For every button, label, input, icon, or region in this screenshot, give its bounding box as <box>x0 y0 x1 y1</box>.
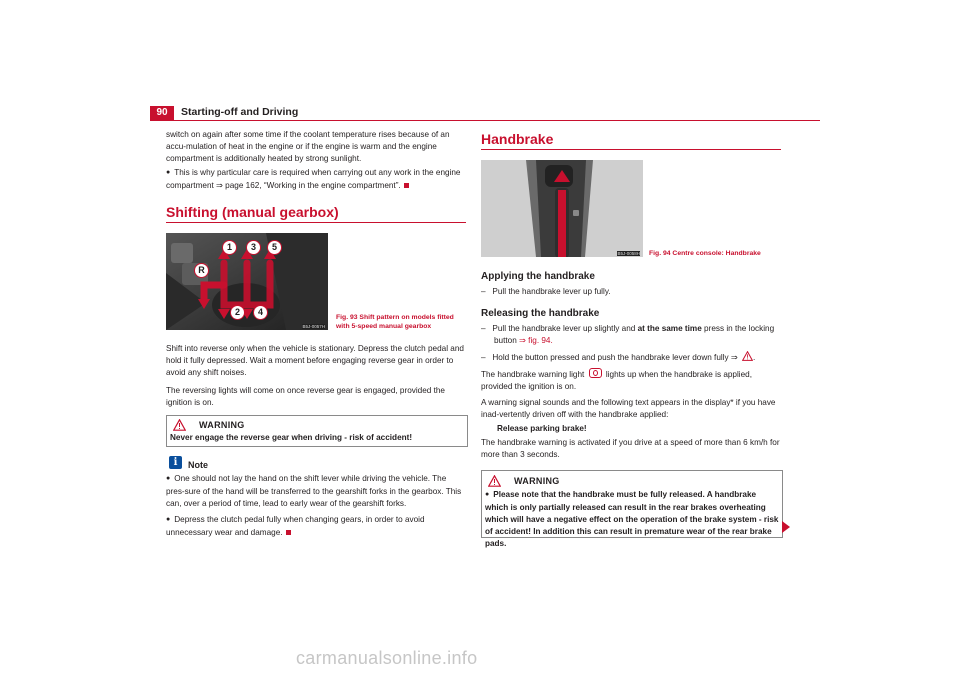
shifting-paragraph-2: The reversing lights will come on once reverse gear is engaged, provided the ignition is on. <box>166 386 445 407</box>
handbrake-illustration <box>481 160 643 257</box>
warning-triangle-icon <box>488 475 501 487</box>
figure-code: B5J-0057H <box>302 324 325 329</box>
subheading-releasing: Releasing the handbrake <box>481 308 600 319</box>
bullet-icon <box>166 168 174 177</box>
continue-arrow-icon <box>782 521 790 533</box>
applying-step <box>481 286 781 298</box>
applying-step-text: Pull the handbrake lever up fully. <box>492 287 611 296</box>
brake-warning-light-icon <box>589 368 602 378</box>
bullet-icon <box>166 515 174 524</box>
warning-box-handbrake <box>481 470 783 548</box>
intro-paragraph: switch on again after some time if the coolant temperature rises because of an accu-mulation of heat in the engine or if the engine is warm and the engine compartment is additionally heated by strong sunlight. <box>166 130 450 163</box>
note-bullet-1 <box>166 473 466 510</box>
warning-signal-paragraph: A warning signal sounds and the following text appears in the display* if you have inad-vertently driven off with the handbrake applied: <box>481 398 776 419</box>
gear-label-4: 4 <box>253 305 268 320</box>
dash-mark: – <box>481 353 486 362</box>
releasing-step-1-text-a: Pull the handbrake lever up slightly and <box>492 324 638 333</box>
note-bullet-2-text: Depress the clutch pedal fully when changing gears, in order to avoid unnecessary wear and damage. <box>166 515 425 537</box>
figure-caption-93: Fig. 93 Shift pattern on models fitted with 5-speed manual gearbox <box>336 314 454 330</box>
note-content <box>166 473 466 539</box>
gear-label-2: 2 <box>230 305 245 320</box>
warning-triangle-icon <box>742 351 753 361</box>
page-number: 90 <box>150 106 174 120</box>
section-title-handbrake: Handbrake <box>481 131 781 150</box>
running-title: Starting-off and Driving <box>181 106 299 118</box>
bullet-icon <box>485 490 493 499</box>
shifting-text <box>166 343 466 409</box>
warning-light-text-b: lights up when the handbrake is applied, provided the ignition is on. <box>481 370 753 391</box>
intro-bullet <box>166 167 466 192</box>
display-message: Release parking brake! <box>497 424 587 433</box>
gear-label-r: R <box>194 263 209 278</box>
handbrake-body-text <box>481 368 781 461</box>
end-mark-icon <box>286 530 291 535</box>
warning-label: WARNING <box>514 476 560 486</box>
note-bullet-2 <box>166 514 466 539</box>
releasing-step-2-text: Hold the button pressed and push the handbrake lever down fully ⇒ <box>492 353 738 362</box>
subheading-applying: Applying the handbrake <box>481 271 595 282</box>
releasing-steps <box>481 323 781 364</box>
figure-handbrake <box>481 160 643 257</box>
gear-label-3: 3 <box>246 240 261 255</box>
gear-label-5: 5 <box>267 240 282 255</box>
warning-triangle-icon <box>173 419 186 431</box>
warning-content <box>482 489 782 552</box>
dash-mark: – <box>481 287 486 296</box>
section-title-shifting: Shifting (manual gearbox) <box>166 204 466 223</box>
releasing-step-2: – Hold the button pressed and push the handbrake lever down fully ⇒ . <box>481 353 756 362</box>
end-mark-icon <box>404 183 409 188</box>
intro-text <box>166 129 466 192</box>
warning-light-paragraph <box>481 368 781 393</box>
warning-light-text-a: The handbrake warning light <box>481 370 585 379</box>
speed-paragraph: The handbrake warning is activated if you drive at a speed of more than 6 km/h for more than 3 seconds. <box>481 438 780 459</box>
warning-label: WARNING <box>199 420 245 430</box>
releasing-step-1-text-c: press in the locking button <box>494 324 775 345</box>
figure-shift-pattern <box>166 233 328 330</box>
warning-text: Please note that the handbrake must be fully released. A handbrake which is only partially released can result in the rear brakes overheating which will have a negative effect on the operation of the brake system - risk of accident! In addition this can result in premature wear of the rear brake pads. <box>485 490 779 548</box>
bullet-icon <box>166 474 174 483</box>
intro-bullet-text: This is why particular care is required when carrying out any work in the engine compartment ⇒ page 162, “Working in the engine compartment”. <box>166 168 461 190</box>
figure-caption-94: Fig. 94 Centre console: Handbrake <box>649 250 761 257</box>
releasing-step-1 <box>481 323 781 347</box>
watermark: carmanualsonline.info <box>296 648 478 668</box>
note-label: Note <box>188 460 208 470</box>
releasing-step-1-emphasis: at the same time <box>637 324 702 333</box>
note-bullet-1-text: One should not lay the hand on the shift lever while driving the vehicle. The pres-sure of the hand will be transferred to the gearshift forks in the gearbox. This can, over a period of time, lead to early wear of the gearshift forks. <box>166 474 462 508</box>
figure-code: B5J-0058H <box>617 251 640 256</box>
figure-94-link[interactable]: ⇒ fig. 94. <box>519 336 553 345</box>
gear-label-1: 1 <box>222 240 237 255</box>
dash-mark: – <box>481 324 486 333</box>
note-icon: i <box>169 456 182 469</box>
warning-box-reverse <box>166 415 468 447</box>
shifting-paragraph-1: Shift into reverse only when the vehicle is stationary. Depress the clutch pedal and hold it fully depressed. Wait a moment before engaging reverse gear in order to avoid any shift noises. <box>166 344 464 377</box>
header-rule <box>150 120 820 121</box>
warning-bullet <box>485 489 779 550</box>
warning-text: Never engage the reverse gear when driving - risk of accident! <box>170 433 413 442</box>
